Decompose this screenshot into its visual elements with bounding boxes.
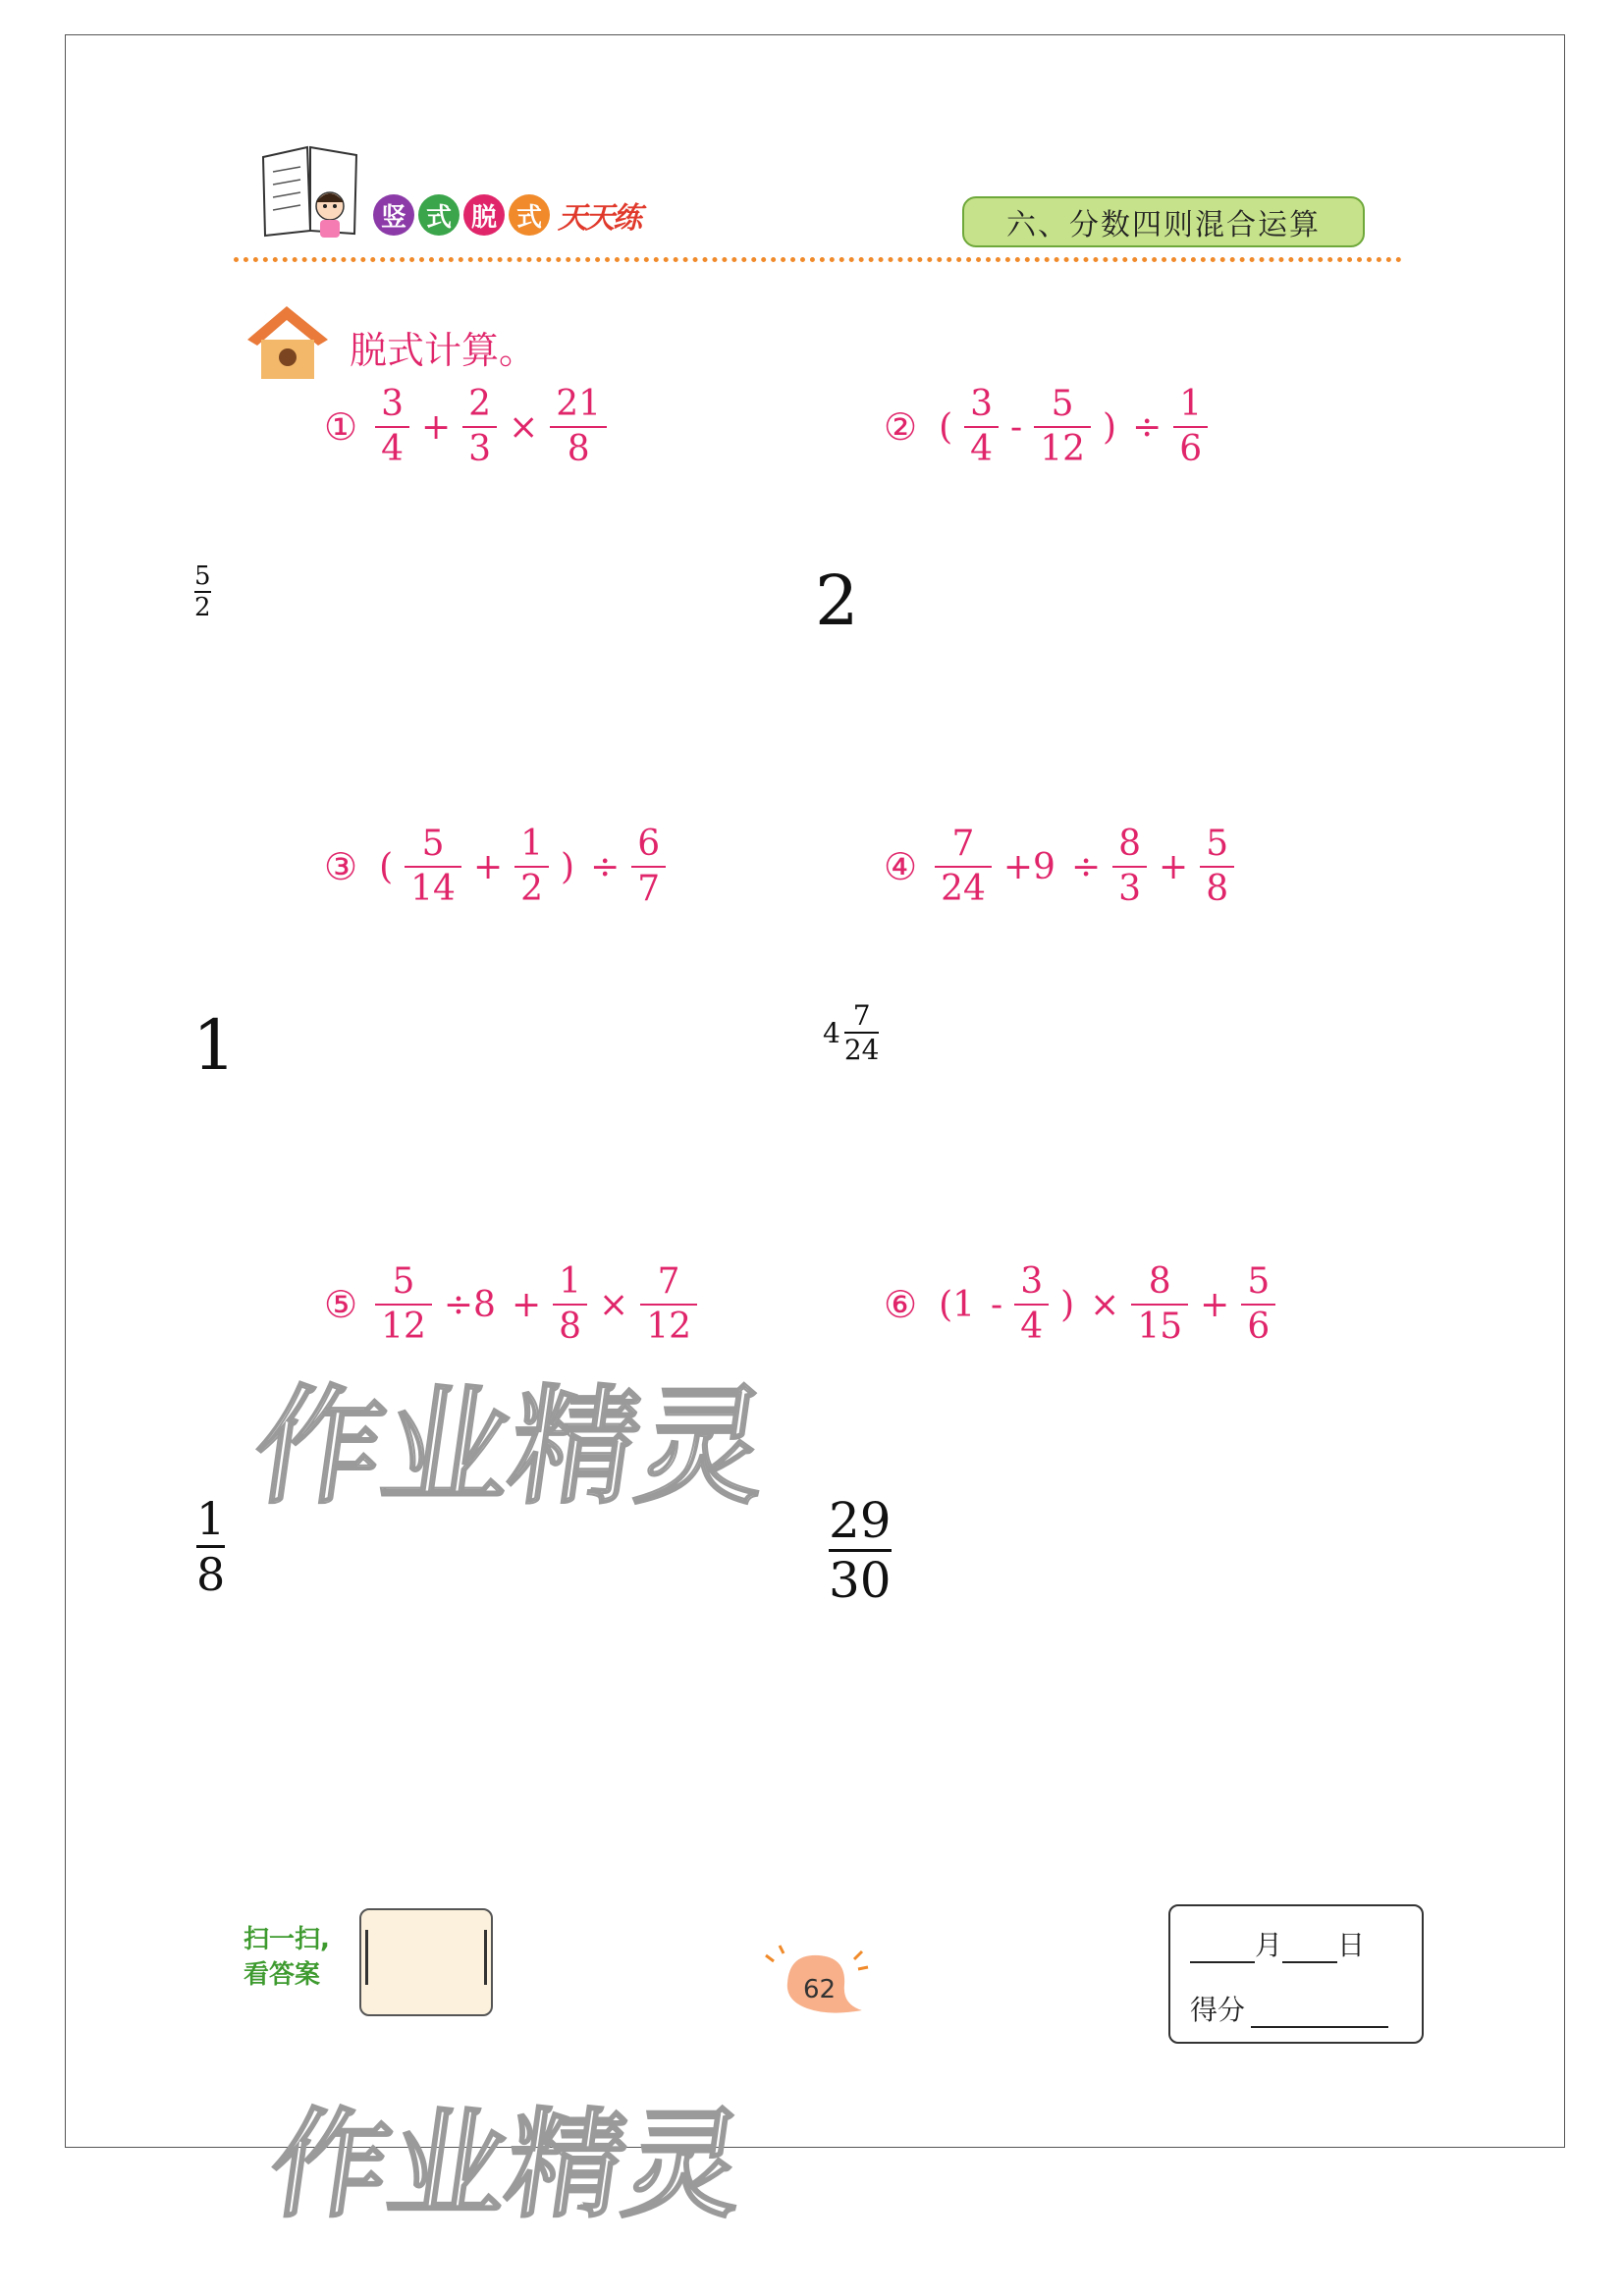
operator: × [599, 1284, 629, 1325]
fraction: $\frac{6}{7}$ [631, 823, 666, 911]
fraction: $\frac{8}{15}$ [1131, 1260, 1188, 1349]
problem-number: ① [324, 405, 358, 449]
brand-char: 式 [418, 194, 460, 236]
date-line: 月 日 [1190, 1924, 1365, 1963]
problem-3: ③ ( $\frac{5}{14}$ + $\frac{1}{2}$ ) ÷ $\frac{6}{7}$ [324, 823, 670, 911]
problem-number: ② [884, 405, 918, 449]
fraction: $\frac{7}{24}$ [935, 823, 992, 911]
watermark: 作业精灵 [261, 2098, 753, 2234]
fraction: $\frac{3}{4}$ [375, 383, 409, 471]
brand-char: 脱 [463, 194, 505, 236]
fraction: $\frac{7}{12}$ [640, 1260, 697, 1349]
fraction: $\frac{1}{8}$ [553, 1260, 587, 1349]
page-number: 62 [803, 1975, 837, 2004]
scan-label: 扫一扫, 看答案 [243, 1925, 330, 1990]
brand-char: 式 [509, 194, 550, 236]
problem-6: ⑥ (1 - $\frac{3}{4}$ ) × $\frac{8}{15}$ + $\frac{5}{6}$ [884, 1260, 1279, 1349]
fraction: $\frac{2}{3}$ [462, 383, 497, 471]
book-girl-illustration [253, 137, 371, 245]
problem-1 [324, 383, 611, 471]
fraction: $\frac{5}{12}$ [375, 1260, 432, 1349]
fraction: $\frac{3}{4}$ [964, 383, 999, 471]
fraction: $\frac{21}{8}$ [550, 383, 607, 471]
qr-code-placeholder[interactable] [359, 1908, 493, 2016]
answer-5: $\frac{1}{8}$ [196, 1492, 226, 1601]
operator: ÷ [1132, 406, 1163, 448]
operator: +9 [1002, 846, 1055, 887]
answer-3: 1 [192, 1005, 237, 1086]
operator: ÷8 [443, 1284, 496, 1325]
date-score-box [1168, 1904, 1424, 2044]
operator: × [509, 406, 539, 448]
fraction: $\frac{1}{2}$ [514, 823, 549, 911]
problem-number: ④ [884, 845, 918, 888]
operator: + [1200, 1284, 1230, 1325]
problem-2: ② ( $\frac{3}{4}$ - $\frac{5}{12}$ ) ÷ $\frac{1}{6}$ [884, 383, 1212, 471]
watermark: 作业精灵 [244, 1372, 778, 1522]
fraction: $\frac{5}{8}$ [1200, 823, 1234, 911]
fraction: $\frac{3}{4}$ [1014, 1260, 1049, 1349]
brand-text: 天天练 [558, 201, 640, 236]
operator: ÷ [590, 846, 621, 887]
house-icon [240, 300, 334, 385]
operator: + [420, 406, 452, 448]
header-divider [234, 257, 1402, 262]
section-title: 脱式计算。 [350, 329, 537, 372]
score-line: 得分 [1190, 1989, 1388, 2028]
answer-4: 4 7 24 [823, 999, 880, 1066]
fraction: $\frac{5}{14}$ [405, 823, 461, 911]
chapter-title: 六、分数四则混合运算 [962, 196, 1365, 247]
fraction: $\frac{8}{3}$ [1112, 823, 1147, 911]
operator: + [511, 1284, 542, 1325]
answer-2: 2 [815, 561, 859, 641]
problem-number: ③ [324, 845, 358, 888]
operator: ÷ [1070, 846, 1102, 887]
answer-1: $\frac{5}{2}$ [194, 561, 211, 622]
operator: + [472, 846, 504, 887]
fraction: $\frac{5}{6}$ [1241, 1260, 1275, 1349]
operator: - [991, 1284, 1003, 1325]
operator: - [1010, 406, 1023, 448]
brand-char: 竖 [373, 194, 414, 236]
fraction: $\frac{5}{12}$ [1034, 383, 1091, 471]
problem-5 [324, 1260, 701, 1349]
problem-4 [884, 823, 1238, 911]
answer-6: $\frac{29}{30}$ [829, 1492, 892, 1609]
fraction: $\frac{1}{6}$ [1173, 383, 1208, 471]
problem-number: ⑤ [324, 1283, 358, 1326]
problem-number: ⑥ [884, 1283, 918, 1326]
operator: + [1159, 846, 1189, 887]
operator: × [1090, 1284, 1120, 1325]
brand-logo [373, 192, 640, 238]
